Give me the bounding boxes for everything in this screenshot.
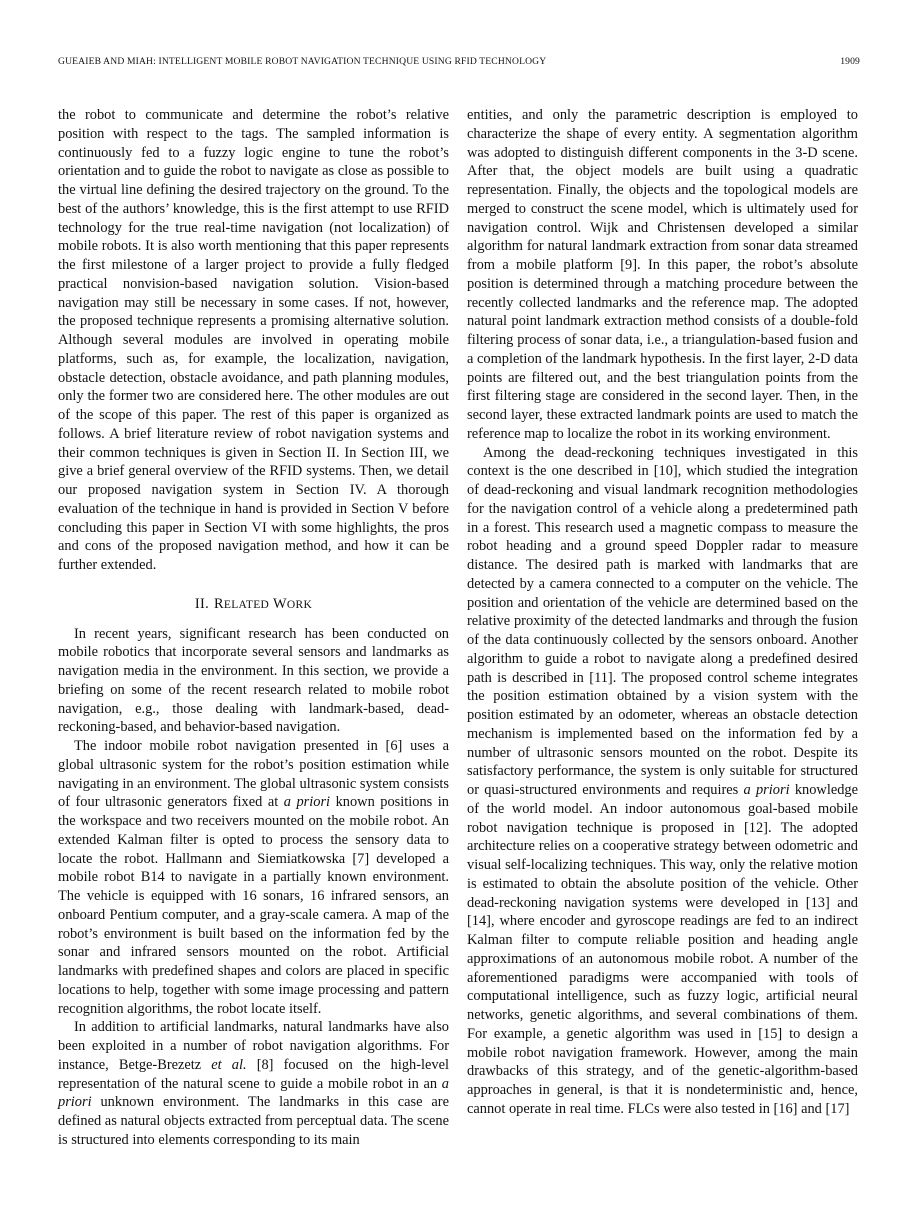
section-title-rest-1: ELATED (223, 598, 270, 611)
section-title-initial-1: R (213, 595, 224, 612)
left-column (58, 106, 449, 1150)
paragraph-intro-continued: the robot to communicate and determine the robot’s relative position with respect to the tags. The sampled information is continuously fed to a fuzzy logic engine to tune the robot’s orientation and to guide the robot to navigate as close as possible to the virtual line defining the desired trajectory on the ground. To the best of the authors’ knowledge, this is the first attempt to use RFID technology for the true real-time navigation (not localization) of mobile robots. It is also worth mentioning that this paper represents the first milestone of a larger project to provide a fully fledged practical nonvision-based navigation solution. Vision-based navigation may still be necessary in some cases. If not, however, the proposed technique represents a promising alternative solution. Although several modules are involved in operating mobile platforms, such as, for example, the localization, navigation, obstacle detection, obstacle avoidance, and path planning modules, only the former two are considered here. The other modules are out of the scope of this paper. The rest of this paper is organized as follows. A brief literature review of robot navigation systems and their common techniques is given in Section II. In Section III, we give a brief general overview of the RFID systems. Then, we detail our proposed navigation system in Section IV. A thorough evaluation of the technique in hand is provided in Section V before concluding this paper in Section VI with some highlights, the pros and cons of the proposed navigation method, and how it can be further extended. (58, 107, 449, 573)
right-column (467, 106, 858, 1119)
paragraph-related-work-intro: In recent years, significant research has been conducted on mobile robotics that incorporate several sensors and landmarks as navigation media in the environment. In this section, we provide a briefing on some of the recent research related to mobile robot navigation, e.g., those dealing with landmark-based, dead-reckoning-based, and behavior-based navigation. (58, 625, 449, 736)
section-heading (58, 595, 449, 615)
running-title: GUEAIEB AND MIAH: INTELLIGENT MOBILE ROBOT NAVIGATION TECHNIQUE USING RFID TECHNOLOGY (58, 56, 547, 67)
page-number: 1909 (840, 56, 860, 67)
section-title-initial-2: W (273, 595, 287, 612)
paragraph-natural-landmarks: In addition to artificial landmarks, natural landmarks have also been exploited in a number of robot navigation algorithms. For instance, Betge-Brezetz et al. [8] focused on the high-level representation of the natural scene to guide a mobile robot in an a priori unknown environment. The landmarks in this case are defined as natural objects extracted from perceptual data. The scene is structured into elements corresponding to its main (58, 1019, 449, 1148)
running-header (58, 56, 860, 72)
paragraph-ultrasonic-navigation: The indoor mobile robot navigation presented in [6] uses a global ultrasonic system for the robot’s position estimation while navigating in an environment. The global ultrasonic system consists of four ultrasonic generators fixed at a priori known positions in the workspace and two receivers mounted on the mobile robot. An extended Kalman filter is opted to process the sensory data to locate the robot. Hallmann and Siemiatkowska [7] developed a mobile robot B14 to navigate in a partially known environment. The vehicle is equipped with 16 sonars, 16 infrared sensors, an onboard Pentium computer, and a gray-scale camera. A map of the robot’s environment is built based on the information fed by the sonar and infrared sensors mounted on the robot. Artificial landmarks with predefined shapes and colors are placed in specific locations to help, together with some image processing and pattern recognition algorithms, the robot locate itself. (58, 738, 450, 1017)
paragraph-dead-reckoning: Among the dead-reckoning techniques investigated in this context is the one described in [10], which studied the integration of dead-reckoning and visual landmark recognition methodologies for the navigation control of a vehicle along a predetermined path in a forest. This research used a magnetic compass to measure the robot heading and a ground speed Doppler radar to measure distance. The desired path is marked with landmarks that are detected by a camera connected to a computer on the vehicle. The position and orientation of the vehicle are determined based on the relative proximity of the detected landmarks and through the fusion of the data continuously collected by the sensors onboard. Another algorithm to guide a robot to navigate along a predefined desired path is described in [11]. The proposed control scheme integrates the position estimation obtained by a vision system with the position estimated by an odometer, whereas an obstacle detection mechanism is implemented based on the information fed by a number of ultrasonic sensors mounted on the robot. Despite its satisfactory performance, the system is only suitable for structured or quasi-structured environments and requires a priori knowledge of the world model. An indoor autonomous goal-based mobile robot navigation technique is proposed in [12]. The adopted architecture relies on a cooperative strategy between odometric and visual self-localizing techniques. This way, only the relative motion is estimated to obtain the absolute position of the vehicle. Other dead-reckoning navigation systems were developed in [13] and [14], where encoder and gyroscope readings are fed to an indirect Kalman filter to compute reliable position and heading angle approximations of an autonomous mobile robot. A number of the aforementioned paradigms were accompanied with tools of computational intelligence, such as fuzzy logic, artificial neural networks, genetic algorithms, and several combinations of them. For example, a genetic algorithm was used in [15] to design a mobile robot navigation framework. However, among the main drawbacks of this strategy, and of the genetic-algorithm-based approaches in general, is that it is nondeterministic and, hence, cannot operate in real time. FLCs were also tested in [16] and [17] (467, 444, 858, 1117)
section-number: II. (194, 595, 209, 612)
section-title-rest-2: ORK (286, 598, 313, 611)
paragraph-scene-model-continued: entities, and only the parametric description is employed to characterize the shape of every entity. A segmentation algorithm was adopted to distinguish different components in the 3-D scene. After that, the object models are built using a quadratic representation. Finally, the objects and the topological models are merged to construct the scene model, which is ultimately used for navigation control. Wijk and Christensen developed a similar algorithm for natural landmark extraction from sonar data streamed from a mobile platform [9]. In this paper, the robot’s absolute position is determined through a matching procedure between the recently collected landmarks and the reference map. The adopted natural point landmark extraction method consists of a double-fold filtering process of sonar data, i.e., a triangulation-based fusion and a completion of the landmark hypothesis. In the first layer, 2-D data points are filtered out, and the best triangulation points from the first filtering stage are considered in the second layer. Then, in the second layer, these extracted landmark points are used to match the reference map to localize the robot in its working environment. (467, 107, 858, 442)
